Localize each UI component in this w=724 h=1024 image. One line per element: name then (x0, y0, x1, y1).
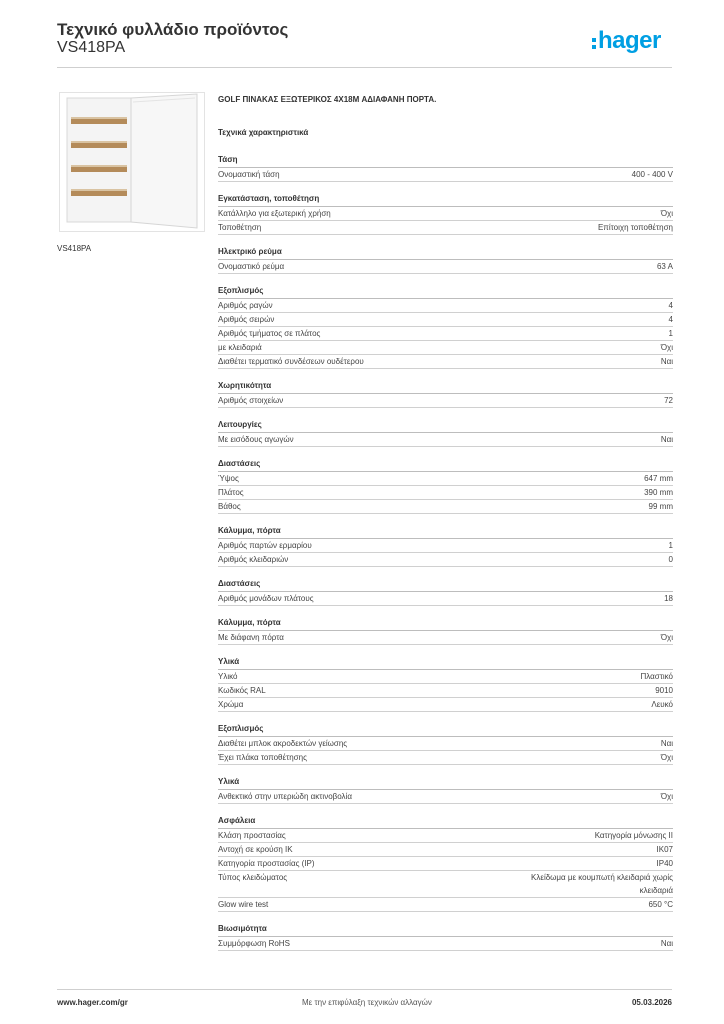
spec-row (218, 221, 673, 235)
spec-section (218, 245, 673, 274)
spec-row (218, 937, 673, 951)
spec-section (218, 379, 673, 408)
spec-label: Κλάση προστασίας (218, 831, 286, 840)
spec-label: Αριθμός στοιχείων (218, 396, 284, 405)
spec-section (218, 814, 673, 912)
spec-row (218, 698, 673, 712)
footer-note: Με την επιφύλαξη τεχνικών αλλαγών (302, 998, 432, 1007)
section-title: Υλικά (218, 775, 673, 790)
spec-row (218, 486, 673, 500)
spec-row (218, 341, 673, 355)
section-title: Τάση (218, 153, 673, 168)
header-divider (57, 67, 672, 68)
spec-value: Όχι (660, 792, 673, 801)
spec-section (218, 616, 673, 645)
spec-value: Κατηγορία μόνωσης II (594, 831, 673, 840)
spec-label: Αριθμός μονάδων πλάτους (218, 594, 314, 603)
spec-label: Glow wire test (218, 900, 269, 909)
spec-label: Με διάφανη πόρτα (218, 633, 284, 642)
specs-title: Τεχνικά χαρακτηριστικά (218, 128, 309, 137)
section-title: Χωρητικότητα (218, 379, 673, 394)
spec-value: IK07 (656, 845, 673, 854)
spec-value: Ναι (660, 435, 673, 444)
spec-row (218, 553, 673, 567)
section-title: Εξοπλισμός (218, 722, 673, 737)
spec-label: Αριθμός τμήματος σε πλάτος (218, 329, 321, 338)
spec-section (218, 722, 673, 765)
spec-row (218, 168, 673, 182)
spec-row (218, 871, 673, 898)
section-title: Διαστάσεις (218, 577, 673, 592)
section-title: Υλικά (218, 655, 673, 670)
image-caption: VS418PA (57, 244, 92, 253)
spec-value: Επίτοιχη τοποθέτηση (597, 223, 673, 232)
specs-table (218, 153, 673, 961)
spec-value: 650 °C (648, 900, 673, 909)
spec-row (218, 327, 673, 341)
section-title: Εξοπλισμός (218, 284, 673, 299)
spec-row (218, 207, 673, 221)
spec-label: Βάθος (218, 502, 241, 511)
spec-value: Ναι (660, 739, 673, 748)
spec-row (218, 631, 673, 645)
product-image (59, 92, 205, 232)
spec-value: 18 (664, 594, 673, 603)
spec-value: 390 mm (644, 488, 673, 497)
spec-row (218, 313, 673, 327)
spec-row (218, 737, 673, 751)
spec-row (218, 472, 673, 486)
section-title: Κάλυμμα, πόρτα (218, 616, 673, 631)
spec-label: Τοποθέτηση (218, 223, 262, 232)
spec-value: Ναι (660, 939, 673, 948)
spec-label: Ονομαστικό ρεύμα (218, 262, 285, 271)
spec-value: 72 (664, 396, 673, 405)
spec-value: 4 (668, 315, 673, 324)
spec-label: Αριθμός κλειδαριών (218, 555, 289, 564)
spec-label: Κατάλληλο για εξωτερική χρήση (218, 209, 331, 218)
spec-value: Ναι (660, 357, 673, 366)
spec-label: Αριθμός ραγών (218, 301, 273, 310)
spec-value: 1 (668, 541, 673, 550)
product-title: GOLF ΠΙΝΑΚΑΣ ΕΞΩΤΕΡΙΚΟΣ 4X18M ΑΔΙΑΦΑΝΗ ΠΟΡΤΑ. (218, 95, 437, 104)
spec-section (218, 153, 673, 182)
spec-label: Αριθμός σειρών (218, 315, 275, 324)
spec-label: Ανθεκτικό στην υπεριώδη ακτινοβολία (218, 792, 352, 801)
spec-section (218, 457, 673, 514)
spec-row (218, 433, 673, 447)
section-title: Ηλεκτρικό ρεύμα (218, 245, 673, 260)
spec-section (218, 775, 673, 804)
spec-section (218, 418, 673, 447)
footer-website-link[interactable]: www.hager.com/gr (57, 998, 128, 1007)
spec-label: Ονομαστική τάση (218, 170, 280, 179)
spec-value: Όχι (660, 209, 673, 218)
spec-label: Με εισόδους αγωγών (218, 435, 294, 444)
section-title: Διαστάσεις (218, 457, 673, 472)
hager-logo (592, 27, 661, 55)
spec-section (218, 655, 673, 712)
spec-row (218, 829, 673, 843)
spec-label: Συμμόρφωση RoHS (218, 939, 290, 948)
spec-section (218, 192, 673, 235)
section-title: Κάλυμμα, πόρτα (218, 524, 673, 539)
spec-value: 99 mm (648, 502, 673, 511)
footer-divider (57, 989, 672, 990)
spec-value: Όχι (660, 753, 673, 762)
spec-value: Λευκό (651, 700, 673, 709)
spec-label: Έχει πλάκα τοποθέτησης (218, 753, 307, 762)
spec-section (218, 524, 673, 567)
spec-label: με κλειδαριά (218, 343, 262, 352)
spec-section (218, 284, 673, 369)
spec-label: Διαθέτει τερματικό συνδέσεων ουδέτερου (218, 357, 364, 366)
spec-section (218, 577, 673, 606)
spec-row (218, 500, 673, 514)
spec-row (218, 355, 673, 369)
spec-row (218, 790, 673, 804)
spec-label: Διαθέτει μπλοκ ακροδεκτών γείωσης (218, 739, 348, 748)
spec-value: Όχι (660, 343, 673, 352)
spec-label: Χρώμα (218, 700, 244, 709)
spec-row (218, 751, 673, 765)
spec-value: 63 A (656, 262, 673, 271)
spec-value: Όχι (660, 633, 673, 642)
spec-label: Πλάτος (218, 488, 244, 497)
footer-date: 05.03.2026 (631, 998, 672, 1007)
spec-value: IP40 (656, 859, 673, 868)
spec-section (218, 922, 673, 951)
spec-value: Πλαστικό (640, 672, 673, 681)
page-title: Τεχνικό φυλλάδιο προϊόντος (57, 20, 289, 39)
spec-row (218, 299, 673, 313)
spec-label: Αντοχή σε κρούση IK (218, 845, 293, 854)
spec-row (218, 592, 673, 606)
section-title: Λειτουργίες (218, 418, 673, 433)
spec-row (218, 260, 673, 274)
spec-row (218, 898, 673, 912)
spec-row (218, 684, 673, 698)
spec-row (218, 394, 673, 408)
spec-row (218, 857, 673, 871)
section-title: Βιωσιμότητα (218, 922, 673, 937)
logo-text: hager (598, 27, 661, 54)
spec-label: Υλικό (218, 672, 238, 681)
spec-label: Τύπος κλειδώματος (218, 873, 288, 882)
spec-value: Κλείδωμα με κουμπωτή κλειδαριά χωρίς κλειδαριά (531, 873, 673, 895)
spec-row (218, 670, 673, 684)
spec-label: Κατηγορία προστασίας (IP) (218, 859, 315, 868)
product-code: VS418PA (57, 39, 126, 56)
spec-label: Ύψος (218, 474, 239, 483)
spec-value: 1 (668, 329, 673, 338)
spec-label: Αριθμός παρτών ερμαρίου (218, 541, 312, 550)
section-title: Ασφάλεια (218, 814, 673, 829)
spec-value: 400 - 400 V (631, 170, 673, 179)
spec-value: 0 (668, 555, 673, 564)
spec-label: Κωδικός RAL (218, 686, 266, 695)
logo-dots-icon (592, 38, 596, 49)
spec-value: 647 mm (644, 474, 673, 483)
spec-row (218, 539, 673, 553)
spec-value: 4 (668, 301, 673, 310)
section-title: Εγκατάσταση, τοποθέτηση (218, 192, 673, 207)
spec-row (218, 843, 673, 857)
spec-value: 9010 (655, 686, 673, 695)
